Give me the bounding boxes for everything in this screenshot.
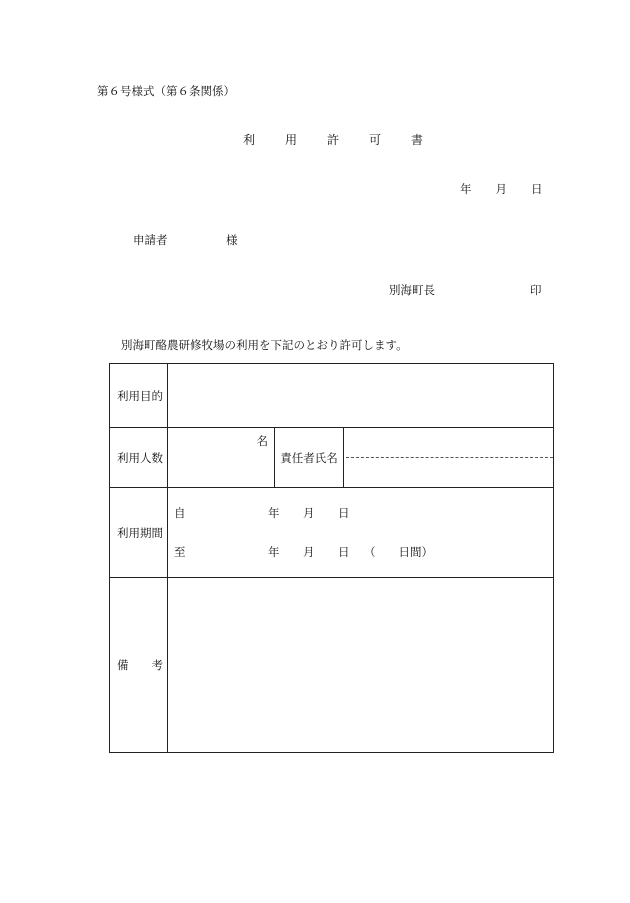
title-char: 利 [243,133,256,147]
count-unit: 名 [256,434,268,448]
purpose-label: 利用目的 [110,364,168,428]
title-char: 可 [369,133,382,147]
remarks-row [110,578,554,753]
title-char: 許 [327,133,340,147]
applicant-label: 申請者 [133,233,168,247]
date-year: 年 [460,182,472,196]
date-month: 月 [495,182,507,196]
from-year: 年 [268,506,280,520]
to-year: 年 [268,545,280,559]
count-field[interactable] [168,428,275,488]
remarks-label-text: 備 考 [117,658,163,672]
remarks-label [110,578,168,753]
period-label: 利用期間 [110,488,168,578]
days-count: （ 日間） [364,545,433,559]
issuer-name: 別海町長 [389,283,435,297]
name-dotted-line [346,457,553,458]
from-day: 日 [338,506,350,520]
purpose-field[interactable] [168,364,554,428]
title-char: 書 [411,133,424,147]
count-label: 利用人数 [110,428,168,488]
remarks-field[interactable] [168,578,554,753]
date-day: 日 [531,182,543,196]
permission-statement: 別海町酪農研修牧場の利用を下記のとおり許可します。 [121,338,408,352]
period-row [110,488,554,578]
applicant-suffix: 様 [226,233,238,247]
responsible-field[interactable] [344,428,554,488]
to-label: 至 [174,545,186,559]
from-label: 自 [174,506,186,520]
responsible-label-text: 責任者氏名 [280,450,338,465]
date-line [436,184,543,196]
permit-table [109,363,554,753]
seal-mark: 印 [530,283,542,297]
count-row [110,428,554,488]
to-day: 日 [338,545,350,559]
period-field[interactable] [168,488,554,578]
from-month: 月 [303,506,315,520]
responsible-label [275,428,344,488]
form-number: 第６号様式（第６条関係） [97,84,235,98]
to-month: 月 [303,545,315,559]
document-title [243,134,453,147]
title-char: 用 [285,133,298,147]
purpose-row [110,364,554,428]
